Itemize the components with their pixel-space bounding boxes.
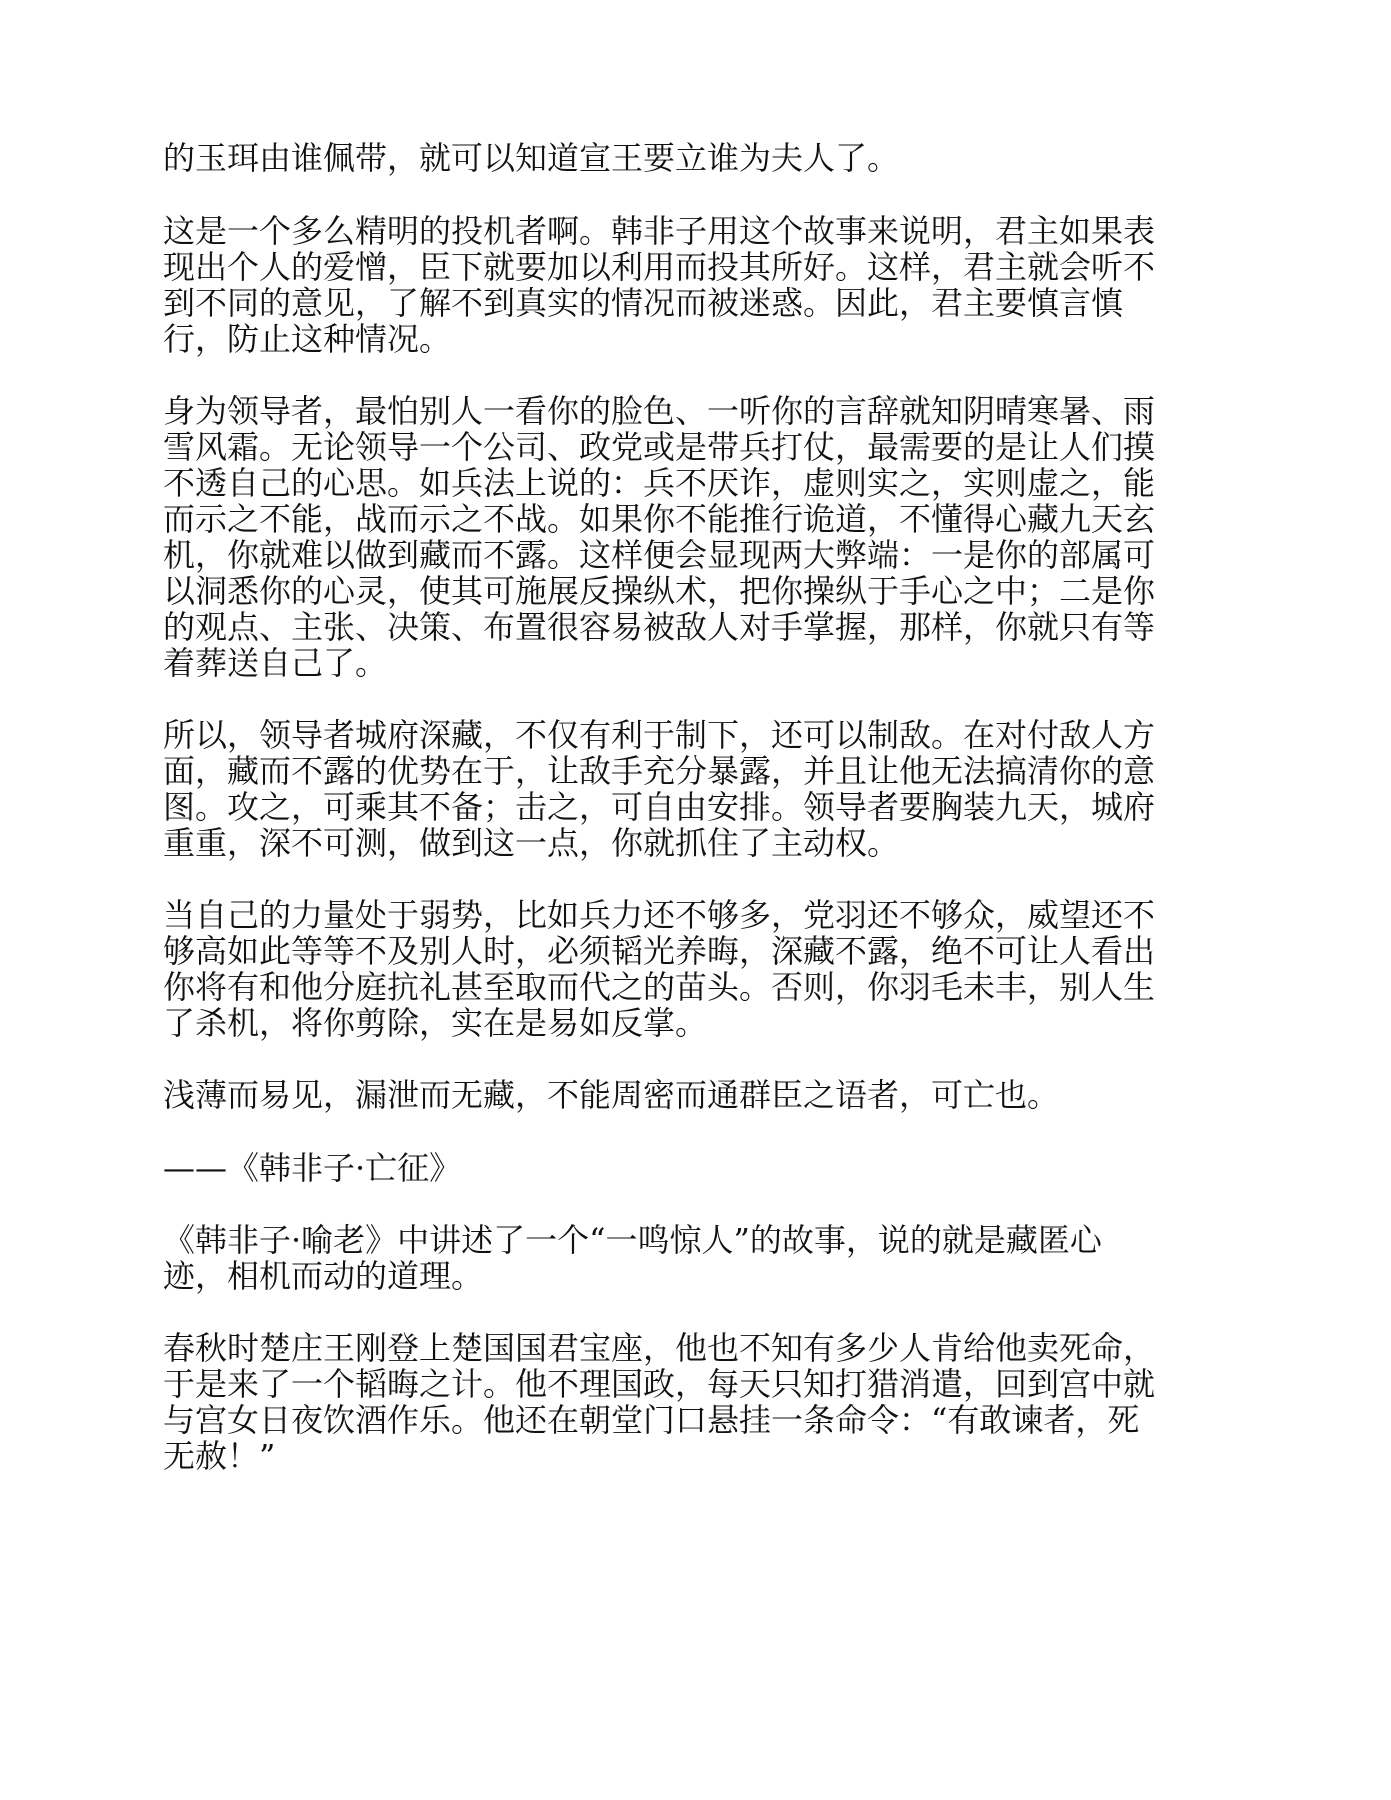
text-line: 与宫女日夜饮酒作乐。他还在朝堂门口悬挂一条命令：“有敢谏者，死 [163,1401,1140,1439]
text-line: 了杀机，将你剪除，实在是易如反掌。 [163,1004,708,1042]
text-line: 雪风霜。无论领导一个公司、政党或是带兵打仗，最需要的是让人们摸 [163,428,1156,466]
text-line: 身为领导者，最怕别人一看你的脸色、一听你的言辞就知阴晴寒暑、雨 [163,392,1156,430]
text-line: 《韩非子·喻老》中讲述了一个“一鸣惊人”的故事，说的就是藏匿心 [163,1221,1102,1259]
text-line: 的观点、主张、决策、布置很容易被敌人对手掌握，那样，你就只有等 [163,608,1156,646]
text-line: 机，你就难以做到藏而不露。这样便会显现两大弊端：一是你的部属可 [163,536,1156,574]
text-line: 够高如此等等不及别人时，必须韬光养晦，深藏不露，绝不可让人看出 [163,932,1156,970]
text-line: 这是一个多么精明的投机者啊。韩非子用这个故事来说明，君主如果表 [163,212,1156,250]
text-line: 当自己的力量处于弱势，比如兵力还不够多，党羽还不够众，威望还不 [163,896,1156,934]
text-line: 到不同的意见，了解不到真实的情况而被迷惑。因此，君主要慎言慎 [163,284,1124,322]
text-line: 行，防止这种情况。 [163,320,452,358]
text-line: 重重，深不可测，做到这一点，你就抓住了主动权。 [163,824,900,862]
text-line: 于是来了一个韬晦之计。他不理国政，每天只知打猎消遣，回到宫中就 [163,1365,1156,1403]
text-line: 不透自己的心思。如兵法上说的：兵不厌诈，虚则实之，实则虚之，能 [163,464,1156,502]
text-line: 着葬送自己了。 [163,644,388,682]
text-line: 的玉珥由谁佩带，就可以知道宣王要立谁为夫人了。 [163,139,900,177]
text-line: 春秋时楚庄王刚登上楚国国君宝座，他也不知有多少人肯给他卖死命， [163,1329,1156,1367]
text-line: 无赦！” [163,1437,276,1475]
text-line: 迹，相机而动的道理。 [163,1257,484,1295]
text-line: 现出个人的爱憎，臣下就要加以利用而投其所好。这样，君主就会听不 [163,248,1156,286]
quote-line: 浅薄而易见，漏泄而无藏，不能周密而通群臣之语者，可亡也。 [163,1076,1060,1114]
text-line: 你将有和他分庭抗礼甚至取而代之的苗头。否则，你羽毛未丰，别人生 [163,968,1156,1006]
text-line: 以洞悉你的心灵，使其可施展反操纵术，把你操纵于手心之中；二是你 [163,572,1156,610]
text-line: 而示之不能，战而示之不战。如果你不能推行诡道，不懂得心藏九天玄 [163,500,1156,538]
text-line: 图。攻之，可乘其不备；击之，可自由安排。领导者要胸装九天，城府 [163,788,1156,826]
quote-attribution: ——《韩非子·亡征》 [163,1149,462,1187]
text-line: 面，藏而不露的优势在于，让敌手充分暴露，并且让他无法搞清你的意 [163,752,1156,790]
text-line: 所以，领导者城府深藏，不仅有利于制下，还可以制敌。在对付敌人方 [163,716,1156,754]
